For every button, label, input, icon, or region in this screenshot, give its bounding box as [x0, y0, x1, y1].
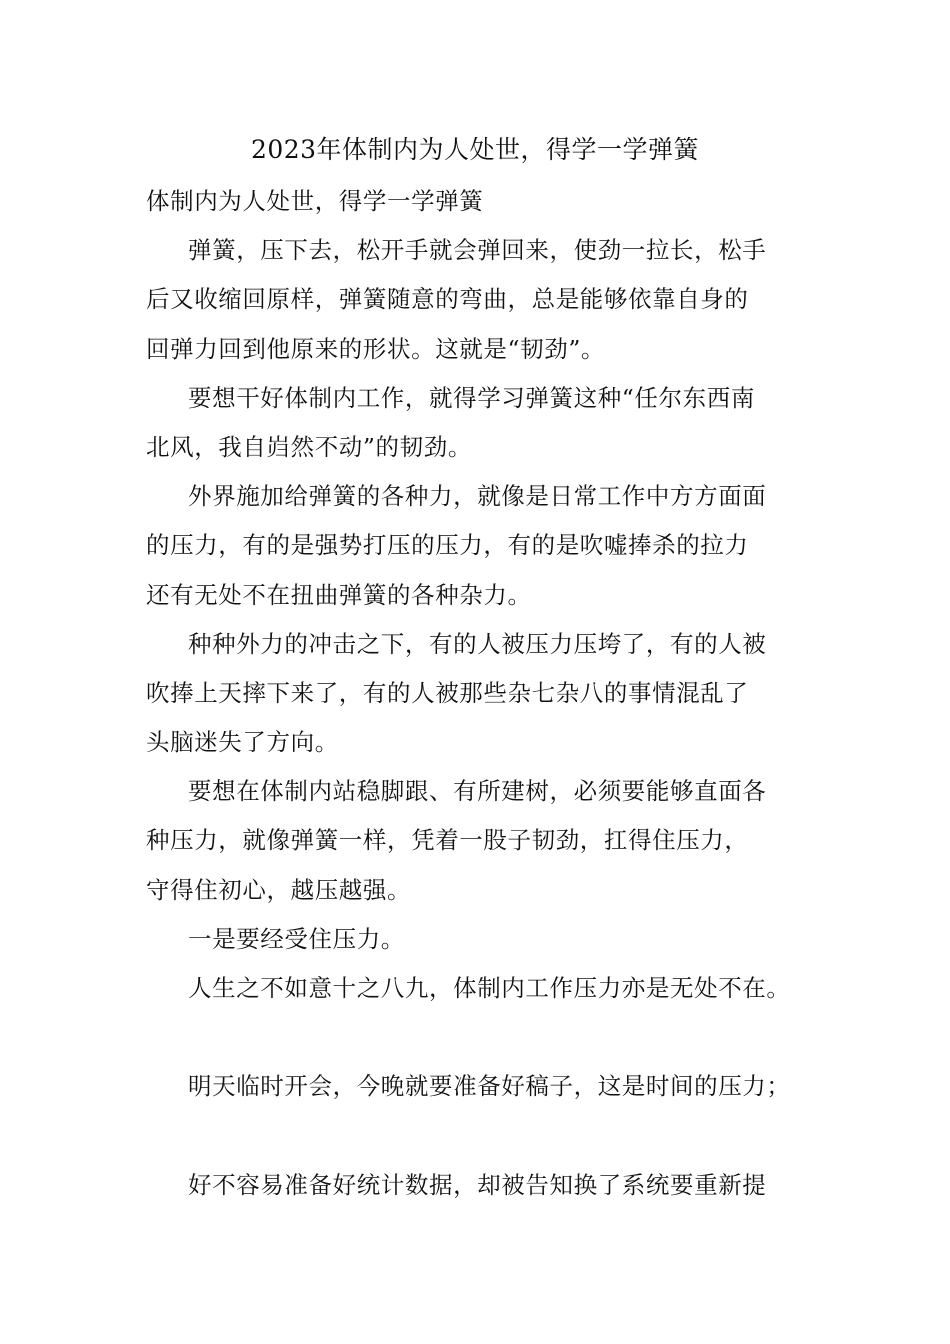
paragraph-line: 好不容易准备好统计数据，却被告知换了系统要重新提	[188, 1170, 767, 1199]
paragraph-line: 吹捧上天摔下来了，有的人被那些杂七杂八的事情混乱了	[146, 678, 749, 707]
document-body	[146, 177, 816, 1210]
paragraph-line: 要想干好体制内工作，就得学习弹簧这种“任尔东西南	[188, 383, 755, 412]
paragraph-line: 的压力，有的是强势打压的压力，有的是吹嘘捧杀的拉力	[146, 531, 749, 560]
paragraph-gap	[146, 1112, 816, 1161]
paragraph-line: 要想在体制内站稳脚跟、有所建树，必须要能够直面各	[188, 777, 767, 806]
paragraph-line: 北风，我自岿然不动”的韧劲。	[146, 432, 472, 461]
paragraph-line: 弹簧，压下去，松开手就会弹回来，使劲一拉长，松手	[188, 236, 767, 265]
paragraph-line: 还有无处不在扭曲弹簧的各种杂力。	[146, 580, 532, 609]
paragraph-line: 种压力，就像弹簧一样，凭着一股子韧劲，扛得住压力，	[146, 826, 749, 855]
paragraph-line: 后又收缩回原样，弹簧随意的弯曲，总是能够依靠自身的	[146, 285, 749, 314]
subtitle-line: 体制内为人处世，得学一学弹簧	[146, 187, 484, 215]
paragraph-line: 外界施加给弹簧的各种力，就像是日常工作中方方面面	[188, 482, 767, 511]
section-heading: 一是要经受住压力。	[188, 924, 405, 953]
document-title: 2023年体制内为人处世，得学一学弹簧	[250, 135, 700, 164]
paragraph-line: 回弹力回到他原来的形状。这就是“韧劲”。	[146, 334, 606, 363]
paragraph-gap	[146, 1013, 816, 1062]
paragraph-line: 明天临时开会，今晚就要准备好稿子，这是时间的压力；	[188, 1072, 791, 1101]
paragraph-line: 种种外力的冲击之下，有的人被压力压垮了，有的人被	[188, 629, 767, 658]
paragraph-line: 头脑迷失了方向。	[146, 728, 339, 757]
paragraph-line: 守得住初心，越压越强。	[146, 875, 412, 904]
paragraph-line: 人生之不如意十之八九，体制内工作压力亦是无处不在。	[188, 974, 791, 1002]
